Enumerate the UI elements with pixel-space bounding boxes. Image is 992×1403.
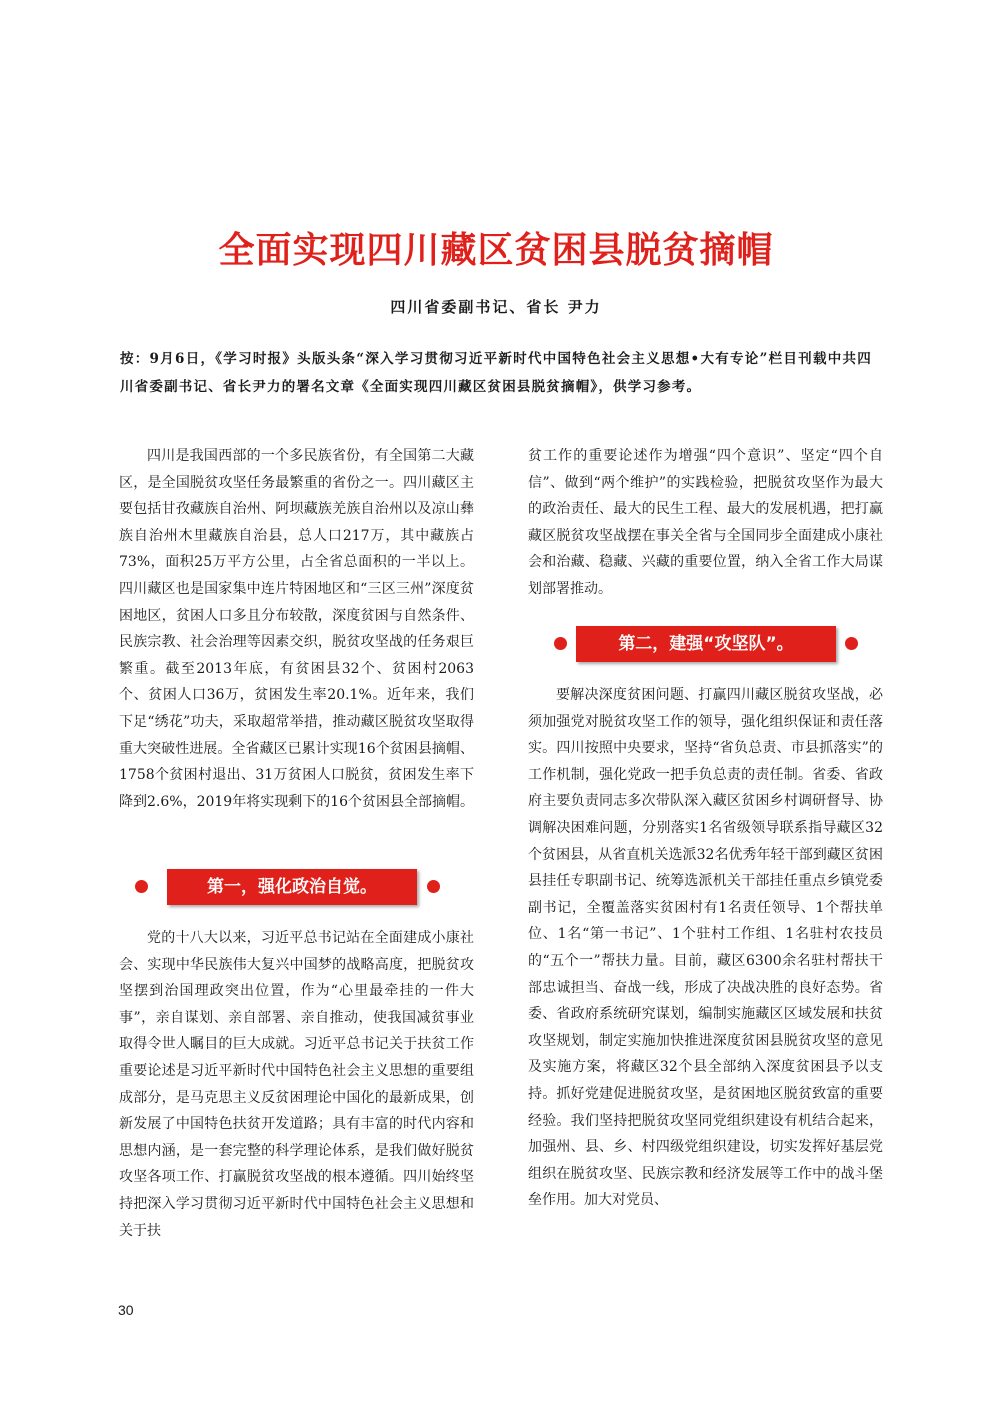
section2-paragraph: 要解决深度贫困问题、打赢四川藏区脱贫攻坚战，必须加强党对脱贫攻坚工作的领导，强化组织保证和责任落实。四川按照中央要求，坚持“省负总责、市县抓落实”的工作机制，强化党政一把手负总责的责任制。省委、省政府主要负责同志多次带队深入藏区贫困乡村调研督导、协调解决困难问题，分别落实1名省级领导联系指导藏区32个贫困县，从省直机关选派32名优秀年轻干部到藏区贫困县挂任专职副书记、统筹选派机关干部挂任重点乡镇党委副书记，全覆盖落实贫困村有1名责任领导、1个帮扶单位、1名“第一书记”、1个驻村工作组、1名驻村农技员的“五个一”帮扶力量。目前，藏区6300余名驻村帮扶干部忠诚担当、奋战一线，形成了决战决胜的良好态势。省委、省政府系统研究谋划，编制实施藏区区域发展和扶贫攻坚规划，制定实施加快推进深度贫困县脱贫攻坚的意见及实施方案，将藏区32个县全部纳入深度贫困县予以支持。抓好党建促进脱贫攻坚，是贫困地区脱贫致富的重要经验。我们坚持把脱贫攻坚同党组织建设有机结合起来，加强州、县、乡、村四级党组织建设，切实发挥好基层党组织在脱贫攻坚、民族宗教和经济发展等工作中的战斗堡垒作用。加大对党员、: [528, 687, 883, 1209]
author-byline: 四川省委副书记、省长 尹力: [390, 298, 602, 316]
page-number: 30: [118, 1302, 134, 1318]
section1-continuation: 贫工作的重要论述作为增强“四个意识”、坚定“四个自信”、做到“两个维护”的实践检验，把脱贫攻坚作为最大的政治责任、最大的民生工程、最大的发展机遇，把打赢藏区脱贫攻坚战摆在事关全省与全国同步全面建成小康社会和治藏、稳藏、兴藏的重要位置，纳入全省工作大局谋划部署推动。: [528, 448, 883, 597]
section-heading-1: [135, 869, 445, 905]
article-title: 全面实现四川藏区贫困县脱贫摘帽: [218, 229, 774, 271]
left-column-intro: [119, 443, 474, 815]
right-column-continuation: [528, 443, 883, 603]
section-heading-1-label: 第一，强化政治自觉。: [167, 869, 417, 905]
section-heading-2: [554, 626, 864, 662]
section-heading-2-label: 第二，建强“攻坚队”。: [576, 626, 836, 662]
intro-paragraph: 四川是我国西部的一个多民族省份，有全国第二大藏区，是全国脱贫攻坚任务最繁重的省份之一。四川藏区主要包括甘孜藏族自治州、阿坝藏族羌族自治州以及凉山彝族自治州木里藏族自治县，总人口217万，其中藏族占73%，面积25万平方公里，占全省总面积的一半以上。四川藏区也是国家集中连片特困地区和“三区三州”深度贫困地区，贫困人口多且分布较散，深度贫困与自然条件、民族宗教、社会治理等因素交织，脱贫攻坚战的任务艰巨繁重。截至2013年底，有贫困县32个、贫困村2063个、贫困人口36万，贫困发生率20.1%。近年来，我们下足“绣花”功夫，采取超常举措，推动藏区脱贫攻坚取得重大突破性进展。全省藏区已累计实现16个贫困县摘帽、1758个贫困村退出、31万贫困人口脱贫，贫困发生率下降到2.6%，2019年将实现剩下的16个贫困县全部摘帽。: [119, 448, 475, 810]
editor-note: 按：9月6日，《学习时报》头版头条“深入学习贯彻习近平新时代中国特色社会主义思想•大有专论”栏目刊载中共四川省委副书记、省长尹力的署名文章《全面实现四川藏区贫困县脱贫摘帽》，供学习参考。: [120, 351, 872, 395]
bullet-dot-icon: [554, 637, 567, 650]
bullet-dot-icon: [845, 637, 858, 650]
section1-paragraph: 党的十八大以来，习近平总书记站在全面建成小康社会、实现中华民族伟大复兴中国梦的战略高度，把脱贫攻坚摆到治国理政突出位置，作为“心里最牵挂的一件大事”，亲自谋划、亲自部署、亲自推动，使我国减贫事业取得令世人瞩目的巨大成就。习近平总书记关于扶贫工作重要论述是习近平新时代中国特色社会主义思想的重要组成部分，是马克思主义反贫困理论中国化的最新成果，创新发展了中国特色扶贫开发道路；具有丰富的时代内容和思想内涵，是一套完整的科学理论体系，是我们做好脱贫攻坚各项工作、打赢脱贫攻坚战的根本遵循。四川始终坚持把深入学习贯彻习近平新时代中国特色社会主义思想和关于扶: [119, 930, 474, 1239]
bullet-dot-icon: [135, 880, 148, 893]
bullet-dot-icon: [427, 880, 440, 893]
right-column-section-2: [528, 682, 883, 1214]
left-column-section-1: [119, 925, 474, 1244]
